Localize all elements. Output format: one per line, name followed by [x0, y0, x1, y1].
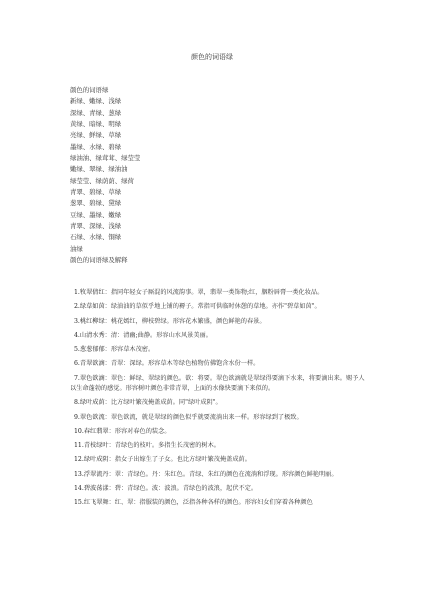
entry-term: 山清水秀	[79, 331, 105, 339]
entry-term: 浮翠流丹	[83, 470, 109, 478]
word-list	[70, 85, 370, 267]
entry-number: 8.	[74, 399, 80, 407]
entry-term: 牧翠倩红	[79, 289, 105, 296]
entry-text: ：清：清幽;曲静。形容山水风景美丽。	[104, 331, 212, 339]
entry-term: 红飞翠舞	[83, 499, 109, 507]
entry-number: 12.	[74, 456, 84, 464]
word-list-heading: 颜色的词语绿	[70, 86, 109, 94]
entry-number: 13.	[74, 470, 84, 478]
entry-term: 春红翡翠	[83, 427, 109, 435]
entry-number: 2.	[74, 303, 80, 311]
entry-number: 3.	[74, 317, 80, 325]
word-line: 油绿	[70, 244, 83, 253]
word-line: 绿油油、绿茸茸、绿莹莹	[70, 154, 141, 163]
entry-term: 绿草如茵	[79, 303, 105, 311]
entry-text: ：指女子出嫁生了子女。也比方绿叶繁茂掩盖成荫。	[108, 456, 251, 464]
word-line: 深绿、青绿、葱绿	[70, 108, 122, 117]
list-item	[70, 359, 370, 369]
entry-term: 翠色欲滴	[79, 374, 105, 382]
list-item	[70, 345, 370, 355]
word-line: 青翠、碧绿、草绿	[70, 188, 122, 197]
entry-text: ：红、翠：指服装的颜色，泛指各种各样的颜色。形容妇女们穿着各种颜色	[108, 499, 313, 507]
word-line: 绿莹莹、绿荫荫、绿荷	[70, 176, 134, 185]
entry-number: 9.	[74, 413, 80, 421]
entry-text: ：翠：青绿色。丹：朱红色。青绿、朱红的颜色在流淌和浮现。形容颜色鲜艳明丽。	[108, 470, 338, 478]
entry-text: ：比方绿叶繁茂掩盖成荫。同"绿叶成阴"。	[104, 399, 222, 407]
entry-text: ：指同年轻女子厮混的风流韵事。翠，翡翠一类饰物;红，胭粉唇膏一类化妆品。	[104, 289, 324, 296]
entry-number: 6.	[74, 360, 80, 368]
entry-number: 15.	[74, 499, 84, 507]
entry-number: 5.	[74, 346, 80, 354]
entry-number: 7.	[74, 374, 80, 382]
entry-number: 14.	[74, 485, 84, 493]
list-item	[70, 498, 370, 508]
list-item	[70, 413, 370, 423]
entry-text: ：青绿色的枝叶。多指生长茂密的树木。	[108, 442, 220, 450]
entry-term: 青枝绿叶	[83, 442, 109, 450]
list-item	[70, 470, 370, 480]
list-item	[70, 441, 370, 451]
entry-number: 11.	[74, 442, 84, 450]
word-line: 亮绿、鲜绿、草绿	[70, 131, 122, 140]
list-item	[70, 317, 370, 327]
explain-heading: 颜色的词语绿及解释	[70, 256, 128, 265]
word-line: 黄绿、暗绿、明绿	[70, 120, 122, 129]
entry-term: 绿叶成荫	[79, 399, 105, 407]
entry-number: 4.	[74, 331, 80, 339]
entry-term: 绿叶成阴	[83, 456, 109, 464]
entry-text: ：翠色欲流，就是翠绿的颜色似乎就要流淌出来一样。形容绿到了极致。	[104, 413, 303, 421]
list-item	[70, 455, 370, 465]
entry-text: ：翠色：鲜绿、翠绿的颜色。欲：将要。翠色欲滴就是翠绿得要滴下水来，将要滴出来。赐予人以生命蓬勃的感觉。形容树叶颜色非常青翠，上面的水像快要滴下来似的。	[70, 374, 365, 392]
entry-term: 碧波荡漾	[83, 485, 109, 493]
list-item	[70, 398, 370, 408]
word-line: 青翠、深绿、浅绿	[70, 222, 122, 231]
word-line: 新绿、嫩绿、浅绿	[70, 97, 122, 106]
entry-text: ：桃花嫣红，柳枝碧绿。形容花木繁盛，颜色鲜艳的春景。	[104, 317, 266, 325]
entry-number: 1.	[74, 289, 80, 296]
entry-number: 10.	[74, 427, 84, 435]
entry-text: ：青翠：深绿。形容草木等绿色植物仿佛饱含水份一样。	[104, 360, 260, 368]
explanation-list	[70, 288, 370, 513]
entry-text: ：绿油油的草似乎地上铺的褥子。常指可供临时休憩的草地。亦作"碧草如茵"。	[104, 303, 321, 311]
entry-text: ：碧：青绿色。波：波浪。青绿色的波浪，起伏不定。	[108, 485, 258, 493]
word-line: 嫩绿、翠绿、绿油油	[70, 165, 128, 174]
word-line: 石绿、水绿、铜绿	[70, 233, 122, 242]
list-item	[70, 331, 370, 341]
list-item	[70, 288, 370, 298]
entry-term: 桃红柳绿	[79, 317, 105, 325]
list-item	[70, 302, 370, 312]
word-line: 墨绿、水绿、碧绿	[70, 142, 122, 151]
list-item	[70, 427, 370, 437]
word-line: 葱翠、碧绿、黛绿	[70, 199, 122, 208]
entry-term: 翠色欲流	[79, 413, 105, 421]
list-item	[70, 484, 370, 494]
entry-text: ：形容草木茂密。	[104, 346, 155, 354]
page-title: 颜色的词语绿	[191, 53, 233, 61]
word-line: 豆绿、墨绿、嫩绿	[70, 210, 122, 219]
entry-term: 葱葱郁郁	[79, 346, 105, 354]
entry-term: 青翠欲滴	[79, 360, 105, 368]
entry-text: ：形容对春色的装念。	[108, 427, 171, 435]
list-item	[70, 374, 370, 394]
